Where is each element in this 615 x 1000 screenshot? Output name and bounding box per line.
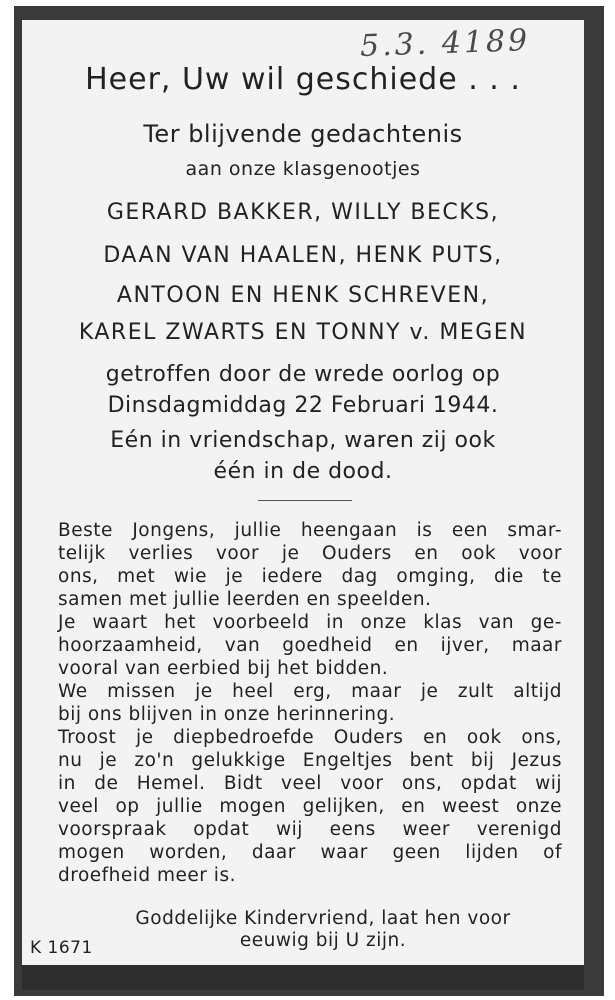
body-line: Je waart het voorbeeld in onze klas van ge- xyxy=(58,612,562,633)
closing-line: Goddelijke Kindervriend, laat hen voor xyxy=(135,908,511,929)
body-line: hoorzaamheid, van goedheid en ijver, maar xyxy=(58,635,562,656)
body-line: nu je zo'n gelukkige Engeltjes bent bij Jezus xyxy=(58,750,562,771)
handwritten-number: 5.3. 4189 xyxy=(359,23,531,64)
intro-text: aan onze klasgenootjes xyxy=(185,158,421,180)
divider xyxy=(258,500,352,501)
body-line: We missen je heel erg, maar je zult altijd xyxy=(58,681,562,702)
body-line: Troost je diepbedroefde Ouders en ook ons, xyxy=(58,727,562,748)
event-line: getroffen door de wrede oorlog op xyxy=(105,362,501,387)
closing-line: eeuwig bij U zijn. xyxy=(239,930,407,951)
body-line: voorspraak opdat wij eens weer verenigd xyxy=(58,819,562,840)
body-line: bij ons blijven in onze herinnering. xyxy=(58,704,396,725)
names-line: GERARD BAKKER, WILLY BECKS, xyxy=(106,200,500,225)
names-line: KAREL ZWARTS EN TONNY v. MEGEN xyxy=(78,320,528,345)
event-line: Dinsdagmiddag 22 Februari 1944. xyxy=(107,393,499,418)
body-line: vooral van eerbied bij het bidden. xyxy=(58,658,389,679)
heading: Heer, Uw wil geschiede . . . xyxy=(85,62,521,97)
names-line: ANTOON EN HENK SCHREVEN, xyxy=(116,283,490,308)
body-line: samen met jullie leerden en speelden. xyxy=(58,589,432,610)
bottom-border xyxy=(22,965,584,990)
event-line: Eén in vriendschap, waren zij ook xyxy=(110,428,496,453)
body-line: telijk verlies voor je Ouders en ook voor xyxy=(58,543,562,564)
subheading: Ter blijvende gedachtenis xyxy=(143,120,463,148)
body-line: mogen worden, daar waar geen lijden of xyxy=(58,842,562,863)
card-code: K 1671 xyxy=(30,938,93,958)
body-line: Beste Jongens, jullie heengaan is een smar- xyxy=(58,520,562,541)
event-line: één in de dood. xyxy=(213,459,393,484)
body-line: veel op jullie mogen gelijken, en weest onze xyxy=(58,796,562,817)
body-line: ons, met wie je iedere dag omging, die te xyxy=(58,566,562,587)
body-line: in de Hemel. Bidt veel voor ons, opdat wij xyxy=(58,773,562,794)
names-line: DAAN VAN HAALEN, HENK PUTS, xyxy=(103,243,503,268)
body-line: droefheid meer is. xyxy=(58,865,236,886)
